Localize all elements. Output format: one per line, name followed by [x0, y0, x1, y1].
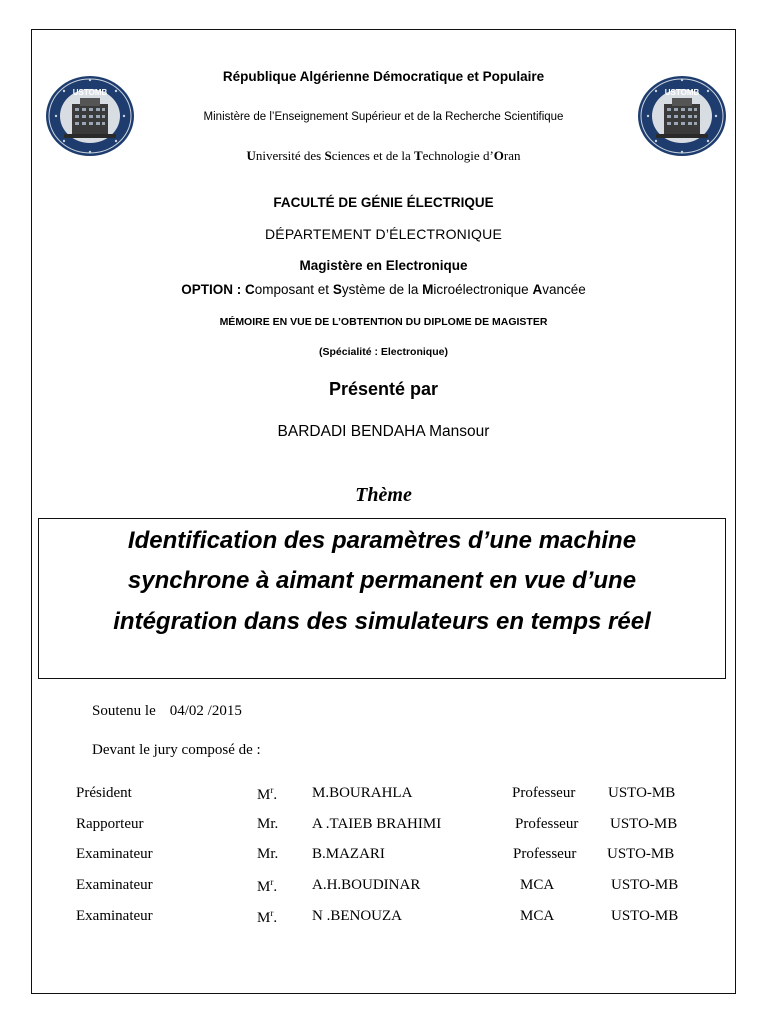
text-fragment: vancée: [542, 282, 586, 297]
svg-text:USTOMB: USTOMB: [72, 88, 108, 97]
jury-title: Mr.: [257, 846, 279, 862]
jury-name: N .BENOUZA: [312, 908, 402, 924]
emphasized-initial: M: [422, 282, 434, 297]
thesis-title-line: synchrone à aimant permanent en vue d’une: [127, 567, 637, 594]
defense-label: Soutenu le: [92, 703, 156, 719]
jury-institution: USTO-MB: [611, 877, 679, 893]
emphasized-initial: O: [493, 148, 504, 163]
jury-grade: Professeur: [513, 846, 577, 862]
department-heading: DÉPARTEMENT D’ÉLECTRONIQUE: [264, 226, 502, 242]
text-fragment: niversité des: [255, 148, 325, 163]
option-text: [245, 282, 586, 297]
jury-row: [0, 785, 768, 807]
republic-heading: République Algérienne Démocratique et Populaire: [222, 69, 545, 84]
jury-title-superscript: r: [270, 877, 274, 887]
jury-title: Mr.: [257, 816, 279, 832]
jury-institution: USTO-MB: [607, 846, 675, 862]
defense-date: 04/02 /2015: [169, 703, 242, 719]
text-fragment: ciences et de la: [331, 148, 414, 163]
specialite-heading: (Spécialité : Electronique): [319, 346, 448, 358]
svg-text:USTOMB: USTOMB: [664, 88, 700, 97]
jury-name: B.MAZARI: [312, 846, 385, 862]
jury-title-superscript: r: [270, 908, 274, 918]
jury-grade: MCA: [520, 908, 555, 924]
presented-by-heading: Présenté par: [328, 379, 439, 399]
emphasized-initial: S: [324, 148, 332, 163]
jury-name: A .TAIEB BRAHIMI: [312, 816, 442, 832]
jury-name: A.H.BOUDINAR: [312, 877, 421, 893]
magistere-heading: Magistère en Electronique: [299, 258, 468, 273]
emphasized-initial: C: [245, 282, 255, 297]
thesis-title-line: intégration dans des simulateurs en temps réel: [113, 608, 651, 635]
text-fragment: omposant et: [254, 282, 333, 297]
author-name: BARDADI BENDAHA Mansour: [277, 423, 490, 440]
jury-grade: Professeur: [515, 816, 579, 832]
jury-row: [0, 877, 768, 899]
jury-role: Examinateur: [76, 877, 153, 893]
faculty-heading: FACULTÉ DE GÉNIE ÉLECTRIQUE: [273, 195, 494, 210]
theme-label: Thème: [355, 484, 412, 506]
text-fragment: echnologie d’: [422, 148, 494, 163]
text-fragment: ystème de la: [341, 282, 423, 297]
jury-intro: Devant le jury composé de :: [92, 742, 261, 758]
jury-title: $M^r$.: [257, 908, 278, 926]
jury-role: Rapporteur: [76, 816, 144, 832]
jury-grade: Professeur: [512, 785, 576, 801]
jury-name: M.BOURAHLA: [312, 785, 413, 801]
jury-role: Président: [76, 785, 132, 801]
jury-title: $M^r$.: [257, 785, 278, 803]
emphasized-initial: S: [332, 282, 342, 297]
defense-date-line: [92, 703, 242, 720]
university-heading: [31, 148, 736, 164]
emphasized-initial: T: [413, 148, 423, 163]
emphasized-initial: U: [246, 148, 256, 163]
ministry-heading: Ministère de l’Enseignement Supérieur et de la Recherche Scientifique: [203, 111, 564, 123]
emphasized-initial: A: [532, 282, 543, 297]
jury-role: Examinateur: [76, 846, 153, 862]
jury-title: $M^r$.: [257, 877, 278, 895]
jury-title-superscript: r: [270, 785, 274, 795]
jury-institution: USTO-MB: [611, 908, 679, 924]
text-fragment: icroélectronique: [433, 282, 533, 297]
thesis-title-line: Identification des paramètres d’une machine: [127, 527, 637, 554]
thesis-title-box: [38, 518, 726, 679]
jury-role: Examinateur: [76, 908, 153, 924]
jury-row: [0, 846, 768, 868]
jury-grade: MCA: [520, 877, 555, 893]
jury-row: [0, 816, 768, 838]
memoire-heading: MÉMOIRE EN VUE DE L’OBTENTION DU DIPLOME DE MAGISTER: [219, 316, 548, 328]
option-label: OPTION :: [181, 282, 246, 297]
text-fragment: ran: [503, 148, 521, 163]
option-heading: [31, 282, 736, 297]
jury-institution: USTO-MB: [610, 816, 678, 832]
jury-row: [0, 908, 768, 930]
jury-institution: USTO-MB: [608, 785, 676, 801]
